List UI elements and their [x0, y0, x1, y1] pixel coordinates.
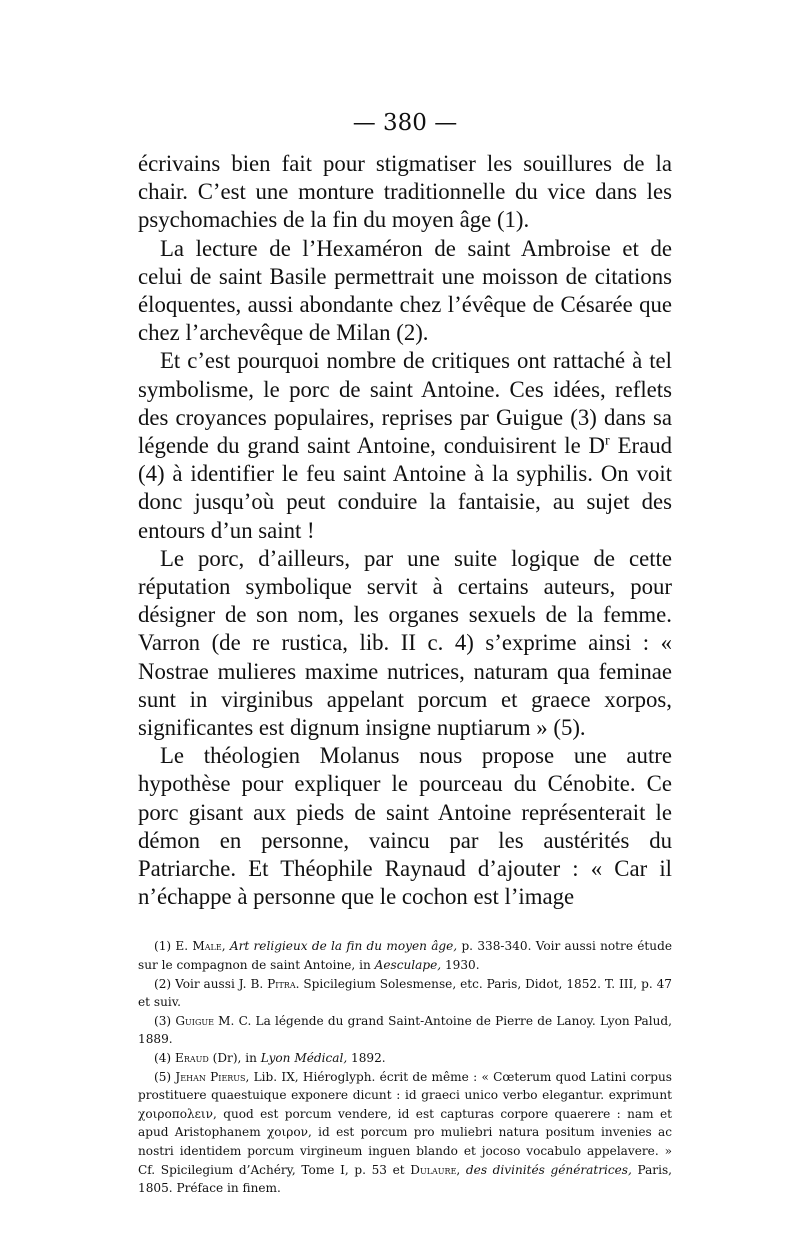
footnote: [138, 1012, 672, 1049]
footnote-text: Paris, 1805. Préface in finem.: [138, 1162, 672, 1196]
footnote-text: p. 338-340. Voir aussi notre étude sur le compagnon de saint Antoine, in: [138, 939, 672, 973]
footnote-author: Male,: [192, 939, 226, 954]
footnote: [138, 937, 672, 974]
footnote-author: Dulaure,: [410, 1162, 461, 1177]
footnote-number: (1) E.: [154, 939, 189, 954]
superscript: r: [605, 432, 610, 449]
page-number: — 380 —: [352, 110, 458, 136]
footnote-number: (5): [154, 1069, 172, 1084]
paragraph: écrivains bien fait pour stigmatiser les souillures de la chair. C’est une monture traditionnelle du vice dans les psychomachies de la fin du moyen âge (1).: [138, 151, 672, 233]
paragraph: [138, 347, 672, 544]
footnote-text: 1930.: [441, 958, 480, 973]
paragraph-text: Eraud (4) à identifier le feu saint Antoine à la syphilis. On voit donc jusqu’où peut conduire la fantaisie, au sujet des entours d’un saint !: [138, 433, 673, 543]
footnote-text: M. C. La légende du grand Saint-Antoine de Pierre de Lanoy. Lyon Palud, 1889.: [138, 1013, 672, 1047]
footnote: [138, 1049, 672, 1068]
footnote-author: Jehan Pierus,: [175, 1069, 250, 1084]
footnote: [138, 1068, 672, 1198]
footnote-author: Guigue: [175, 1013, 214, 1028]
footnote: [138, 975, 672, 1012]
footnote-author: Eraud: [175, 1051, 209, 1066]
footnote-number: (2) Voir aussi J. B.: [154, 976, 264, 991]
footnote-number: (4): [154, 1051, 172, 1066]
footnote-author: Pitra.: [267, 976, 300, 991]
footnote-title: Lyon Médical,: [260, 1051, 348, 1066]
footnote-title: Art religieux de la fin du moyen âge,: [229, 939, 458, 954]
footnote-title: Aesculape,: [374, 958, 442, 973]
footnote-text: (Dr), in: [208, 1051, 261, 1066]
footnote-text: Lib. IX, Hiéroglyph. écrit de même : « Cœterum quod Latini corpus prostituere quaestuique exponere dicunt : id graeci unico verbo elegantur. exprimunt χοιροπολειν, quod est porcum vendere, id est capturas corpore quaerere : nam et apud Aristophanem χοιρον, id est porcum pro muliebri natura positum invenies ac nostri identidem porcum virgineum inguen blando et jocoso vocabulo appelavere. » Cf. Spicilegium d’Achéry, Tome I, p. 53 et: [138, 1069, 672, 1177]
footnote-text: Spicilegium Solesmense, etc. Paris, Didot, 1852. T. III, p. 47 et suiv.: [138, 976, 672, 1010]
footnote-number: (3): [154, 1013, 172, 1028]
paragraph: Le porc, d’ailleurs, par une suite logique de cette réputation symbolique servit à certains auteurs, pour désigner de son nom, les organes sexuels de la femme. Varron (de re rustica, lib. II c. 4) s’exprime ainsi : « Nostrae mulieres maxime nutrices, naturam qua feminae sunt in virginibus appelant porcum et graece xorpos, significantes est dignum insigne nuptiarum » (5).: [138, 545, 672, 741]
paragraph: Le théologien Molanus nous propose une autre hypothèse pour expliquer le pourceau du Cénobite. Ce porc gisant aux pieds de saint Antoine représenterait le démon en personne, vaincu par les austérités du Patriarche. Et Théophile Raynaud d’ajouter : « Car il n’échappe à personne que le cochon est l’image: [138, 743, 672, 910]
main-text: [138, 150, 672, 911]
footnotes: [138, 937, 672, 1197]
page: [138, 108, 672, 1198]
paragraph: La lecture de l’Hexaméron de saint Ambroise et de celui de saint Basile permettrait une moisson de citations éloquentes, aussi abondante chez l’évêque de Césarée que chez l’archevêque de Milan (2).: [138, 235, 672, 346]
paragraph-text: Et c’est pourquoi nombre de critiques ont rattaché à tel symbolisme, le porc de saint Antoine. Ces idées, reflets des croyances populaires, reprises par Guigue (3) dans sa légende du grand saint Antoine, conduisirent le D: [138, 348, 672, 459]
footnote-title: des divinités génératrices,: [465, 1162, 632, 1177]
footnote-text: 1892.: [347, 1051, 386, 1066]
